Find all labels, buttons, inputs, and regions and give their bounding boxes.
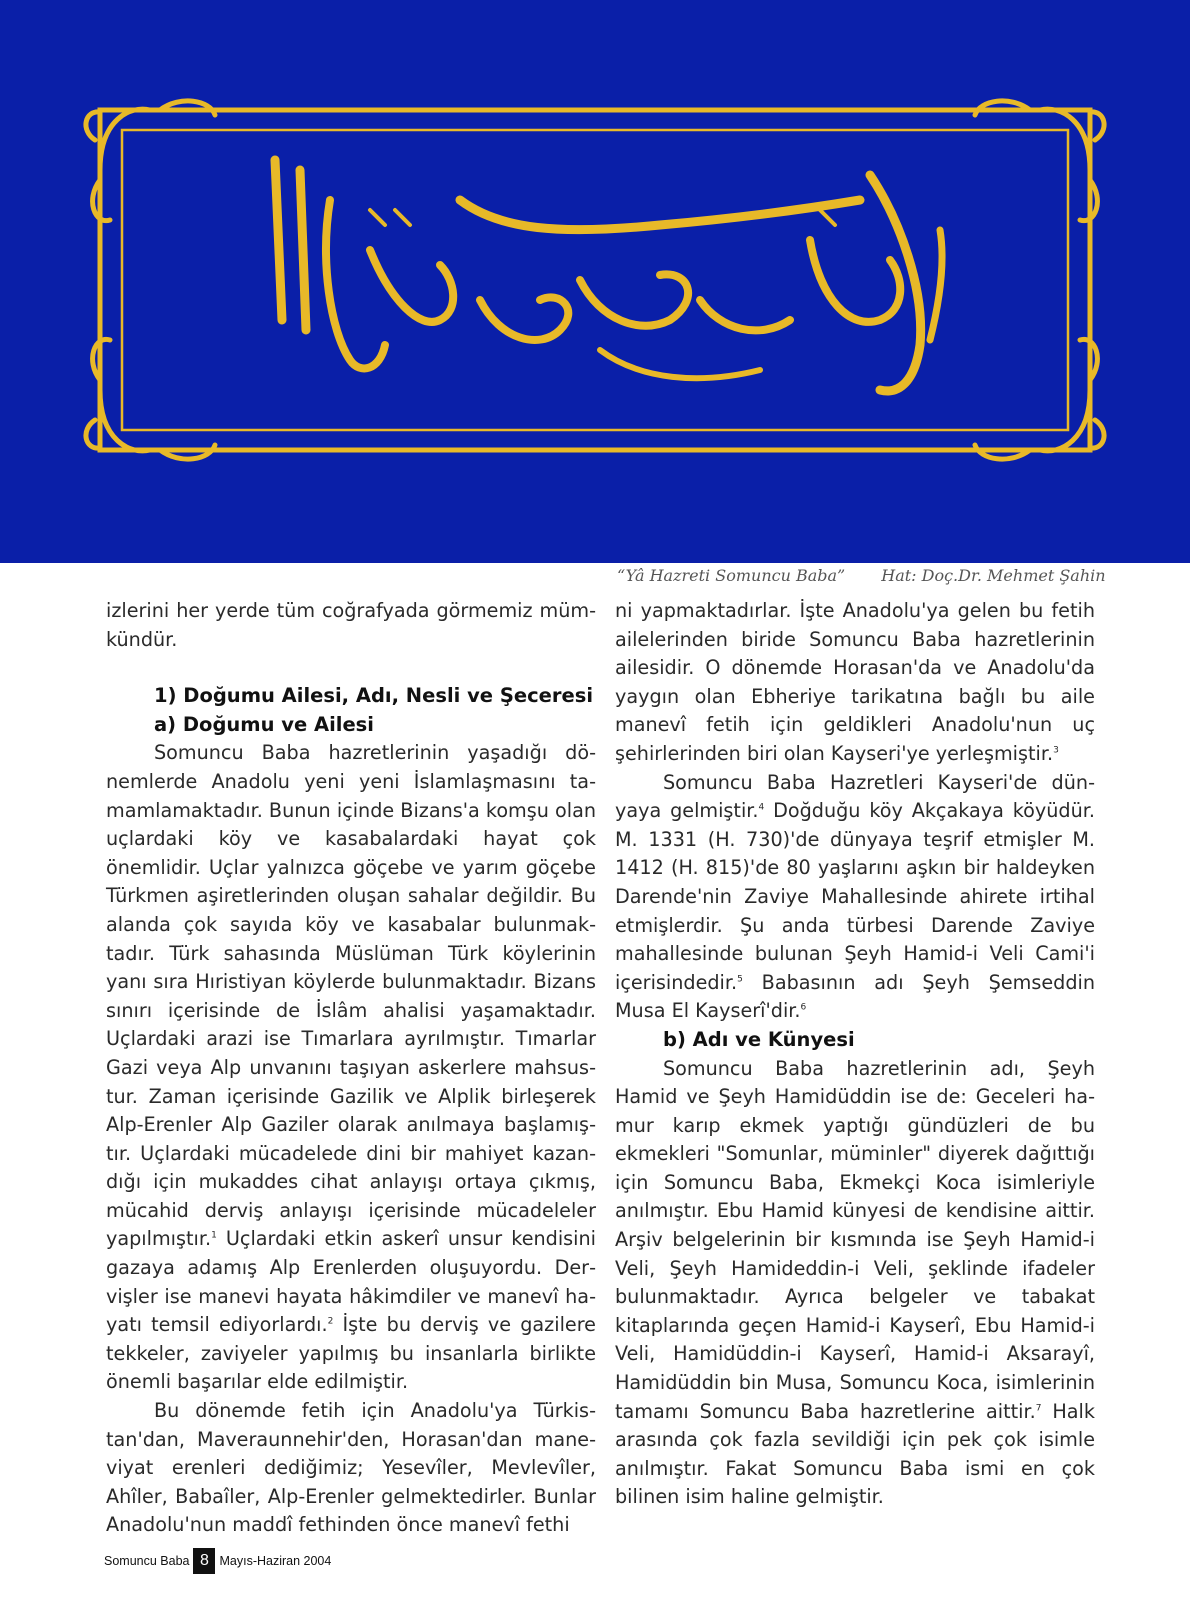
paragraph-text: Uçlardaki etkin askerî unsur kendisini gazaya adamış Alp Erenlerden oluşuyordu. Dervişler ise manevi hayata hâkimdiler ve manevî hayatı temsil ediyorlardı. — [106, 1227, 596, 1337]
footnote-ref: 3 — [1053, 745, 1059, 756]
paragraph-text: Babasının adı Şeyh Şemseddin Musa El Kayserî'dir. — [615, 970, 1095, 1023]
footnote-ref: 2 — [327, 1316, 334, 1327]
paragraph — [106, 739, 596, 1397]
paragraph — [615, 597, 1095, 769]
section-heading: 1) Doğumu Ailesi, Adı, Nesli ve Şeceresi — [154, 684, 594, 708]
caption-title: “Yâ Hazreti Somuncu Baba” — [617, 566, 846, 585]
footnote-ref: 7 — [1035, 1403, 1042, 1414]
footnote-ref: 6 — [800, 1002, 807, 1013]
image-caption — [617, 566, 1106, 585]
paragraph-text: ni yapmaktadırlar. İşte Anadolu'ya gelen bu fetih ailelerinden biride Somuncu Baba hazretlerinin ailesidir. O dönemde Horasan'da ve Anadolu'da yaygın olan Ebheriye tarikatına bağlı bu aile manevî fetih için geldikleri Anadolu'nun uç şehirlerinden biri olan Kayseri'ye yerleşmiştir. — [615, 599, 1095, 765]
page-number: 8 — [193, 1548, 215, 1574]
page-footer — [104, 1548, 331, 1574]
calligraphy-artwork — [0, 0, 1190, 563]
calligraphy-strokes — [275, 160, 942, 391]
magazine-name: Somuncu Baba — [104, 1554, 190, 1568]
paragraph — [615, 1055, 1095, 1513]
subsection-heading: a) Doğumu ve Ailesi — [154, 712, 374, 736]
paragraph-continuation: izlerini her yerde tüm coğrafyada görmemiz mümkündür. — [106, 599, 596, 651]
footnote-ref: 5 — [737, 974, 743, 985]
footnote-ref: 1 — [211, 1231, 217, 1242]
subsection-heading: b) Adı ve Künyesi — [663, 1027, 855, 1051]
hero-calligraphy-panel — [0, 0, 1190, 563]
issue-date: Mayıs-Haziran 2004 — [219, 1554, 332, 1568]
paragraph — [615, 769, 1095, 1026]
paragraph: Bu dönemde fetih için Anadolu'ya Türkistan'dan, Maveraunnehir'den, Horasan'dan maneviyat erenleri dediğimiz; Yesevîler, Mevlevîler, Ahîler, Babaîler, Alp-Erenler gelmektedirler. Bunlar Anadolu'nun maddî fethinden önce manevî fethi — [106, 1399, 596, 1537]
corner-ornament-icon — [86, 101, 1104, 459]
paragraph-text: Somuncu Baba Hazretleri Kayseri'de dünyaya gelmiştir. — [615, 770, 1095, 823]
caption-credit: Hat: Doç.Dr. Mehmet Şahin — [881, 566, 1106, 585]
paragraph-text: Doğduğu köy Akçakaya köyüdür. M. 1331 (H. 730)'de dünyaya teşrif etmişler M. 1412 (H. 815)'de 80 yaşlarını aşkın bir haldeyken Darende'nin Zaviye Mahallesinde ahirete irtihal etmişlerdir. Şu anda türbesi Darende Zaviye mahallesinde bulunan Şeyh Hamid-i Veli Cami'i içerisindedir. — [615, 799, 1095, 994]
paragraph-text: Halk arasında çok fazla sevildiği için pek çok isimle anılmıştır. Fakat Somuncu Baba ismi en çok bilinen isim haline gelmiştir. — [615, 1399, 1095, 1509]
frame-inner-border — [122, 130, 1068, 430]
right-column — [615, 597, 1095, 1512]
left-column — [106, 597, 596, 1540]
paragraph-text: İşte bu derviş ve gazilere tekkeler, zaviyeler yapılmış bu insanlarla birlikte önemli başarılar elde edilmiştir. — [106, 1313, 596, 1394]
paragraph-text: Somuncu Baba hazretlerinin yaşadığı dönemlerde Anadolu yeni yeni İslamlaşmasını tamamlamaktadır. Bunun içinde Bizans'a komşu olan uçlardaki köy ve kasabalardaki hayat çok önemlidir. Uçlar yalnızca göçebe ve yarım göçebe Türkmen aşiretlerinden oluşan sahalar değildir. Bu alanda çok sayıda köy ve kasabalar bulunmaktadır. Türk sahasında Müslüman Türk köylerinin yanı sıra Hıristiyan köylerde bulunmaktadır. Bizans sınırı içerisinde de İslâm ahalisi yaşamaktadır. Uçlardaki arazi ise Tımarlara ayrılmıştır. Tımarlar Gazi veya Alp unvanını taşıyan askerlere mahsustur. Zaman içerisinde Gazilik ve Alplik birleşerek Alp-Erenler Alp Gaziler olarak anılmaya başlamıştır. Uçlardaki mücadelede dini bir mahiyet kazandığı için mukaddes cihat anlayışı ortaya çıkmış, mücahid derviş anlayışı içerisinde mücadeleler yapılmıştır. — [106, 741, 596, 1251]
paragraph-text: Somuncu Baba hazretlerinin adı, Şeyh Hamid ve Şeyh Hamidüddin ise de: Geceleri hamur karıp ekmek yaptığı gündüzleri de bu ekmekleri "Somunlar, müminler" diyerek dağıttığı için Somuncu Baba, Ekmekçi Koca isimleriyle anılmıştır. Ebu Hamid künyesi de kendisine aittir. Arşiv belgelerinin bir kısmında ise Şeyh Hamid-i Veli, Şeyh Hamideddin-i Veli, şeklinde ifadeler bulunmaktadır. Ayrıca belgeler ve tabakat kitaplarında geçen Hamid-i Kayserî, Ebu Hamid-i Veli, Hamidüddin-i Kayserî, Hamid-i Aksarayî, Hamidüddin bin Musa, Somuncu Koca, isimlerinin tamamı Somuncu Baba hazretlerine aittir. — [615, 1056, 1095, 1423]
footnote-ref: 4 — [758, 802, 765, 813]
